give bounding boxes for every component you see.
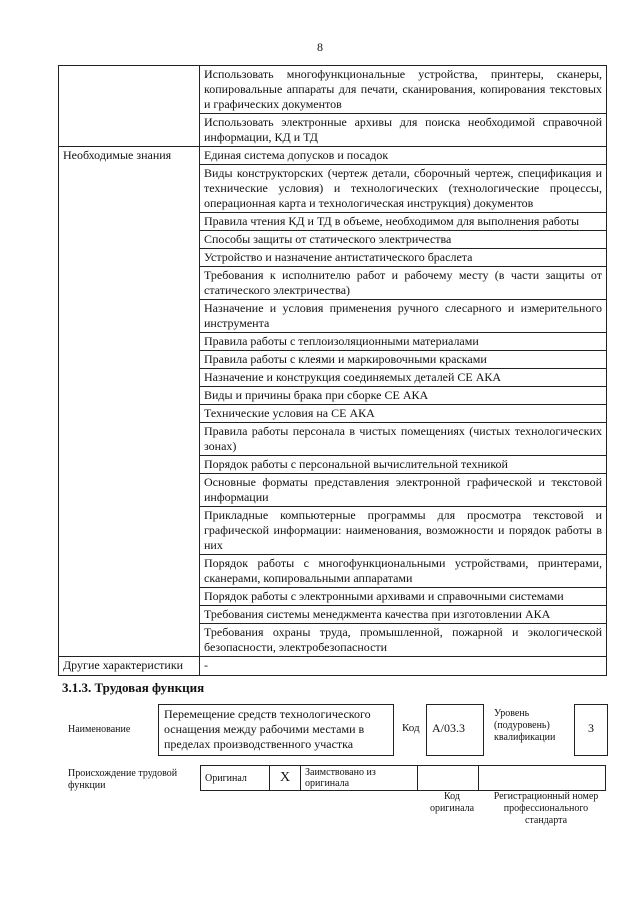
- row-text: Назначение и конструкция соединяемых деталей СЕ АКА: [200, 369, 607, 387]
- code-original-cell: [418, 766, 479, 791]
- table-row: [59, 66, 607, 114]
- row-text: Правила чтения КД и ТД в объеме, необходимом для выполнения работы: [200, 213, 607, 231]
- borrowed-label-cell: [301, 766, 418, 791]
- original-mark-cell: [270, 766, 301, 791]
- borrowed-label: Заимствовано из оригинала: [305, 767, 376, 789]
- code-original-caption: Код оригинала: [429, 791, 475, 814]
- row-text: Порядок работы с многофункциональными устройствами, принтерами, сканерами, копировальными аппаратами: [200, 555, 607, 588]
- original-mark: Х: [279, 770, 291, 785]
- row-text: Правила работы с клеями и маркировочными красками: [200, 351, 607, 369]
- row-text: Порядок работы с электронными архивами и справочными системами: [200, 588, 607, 606]
- row-text: Требования к исполнителю работ и рабочему месту (в части защиты от статического электричества): [200, 267, 607, 300]
- row-text: Использовать электронные архивы для поиска необходимой справочной информации, КД и ТД: [200, 114, 607, 147]
- row-text: Правила работы с теплоизоляционными материалами: [200, 333, 607, 351]
- code-label: Код: [402, 722, 420, 734]
- row-text: Требования системы менеджмента качества при изготовлении АКА: [200, 606, 607, 624]
- row-text: Единая система допусков и посадок: [200, 147, 607, 165]
- row-text: Способы защиты от статического электричества: [200, 231, 607, 249]
- row-text: Использовать многофункциональные устройства, принтеры, сканеры, копировальные аппараты для печати, сканирования, копирования текстовых и графических документов: [200, 66, 607, 114]
- row-text: Правила работы персонала в чистых помещениях (чистых технологических зонах): [200, 423, 607, 456]
- original-label-cell: [201, 766, 270, 791]
- row-text: Назначение и условия применения ручного слесарного и измерительного инструмента: [200, 300, 607, 333]
- function-level-box: [574, 704, 608, 756]
- section-title: 3.1.3. Трудовая функция: [62, 680, 205, 695]
- name-label: Наименование: [68, 724, 131, 735]
- row-label: [59, 66, 200, 147]
- row-text: -: [200, 657, 607, 676]
- function-code-box: [426, 704, 484, 756]
- origin-label: Происхождение трудовой функции: [68, 768, 178, 791]
- row-text: Порядок работы с персональной вычислительной техникой: [200, 456, 607, 474]
- row-text: Устройство и назначение антистатического браслета: [200, 249, 607, 267]
- row-text: Основные форматы представления электронной графической и текстовой информации: [200, 474, 607, 507]
- row-text: Виды и причины брака при сборке СЕ АКА: [200, 387, 607, 405]
- original-label: Оригинал: [205, 772, 247, 784]
- row-text: Виды конструкторских (чертеж детали, сборочный чертеж, спецификация и технические условия) и технологических (технологические процессы, операционная карта и технологическая инструкция) документов: [200, 165, 607, 213]
- table-row: [59, 147, 607, 165]
- skills-knowledge-table: [58, 65, 607, 676]
- function-level-value: 3: [588, 721, 594, 735]
- origin-table: [200, 765, 606, 791]
- function-name-value: Перемещение средств технологического оснащения между рабочими местами в пределах производственного участка: [164, 707, 371, 751]
- row-text: Прикладные компьютерные программы для просмотра текстовой и графической информации: наименования, возможности и порядок работы в них: [200, 507, 607, 555]
- function-name-box: [158, 704, 394, 756]
- reg-number-caption: Регистрационный номер профессионального стандарта: [493, 791, 599, 826]
- table-row: [59, 657, 607, 676]
- row-label: Другие характеристики: [59, 657, 200, 676]
- row-text: Требования охраны труда, промышленной, пожарной и экологической безопасности, электробезопасности: [200, 624, 607, 657]
- level-label: Уровень (подуровень) квалификации: [494, 708, 556, 743]
- page-number: 8: [317, 40, 323, 54]
- reg-number-cell: [479, 766, 606, 791]
- row-label: Необходимые знания: [59, 147, 200, 657]
- function-code-value: А/03.3: [432, 721, 465, 735]
- row-text: Технические условия на СЕ АКА: [200, 405, 607, 423]
